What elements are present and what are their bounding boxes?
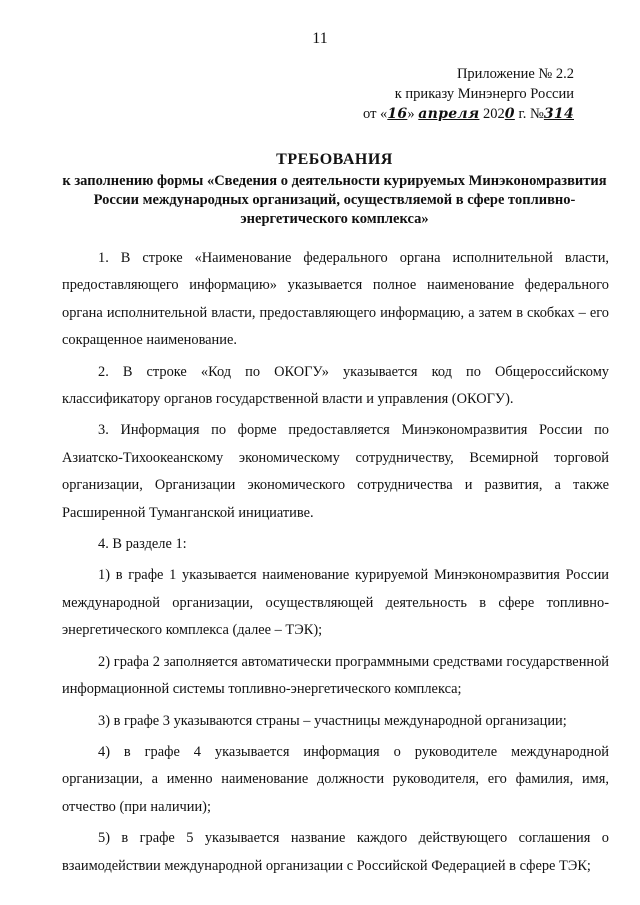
document-body: [62, 245, 609, 884]
order-number-label: г. №: [514, 106, 544, 122]
order-day: 16: [387, 106, 408, 122]
paragraph-4: 4. В разделе 1:: [98, 536, 187, 553]
order-date-sep: »: [407, 106, 419, 122]
paragraph-4-3: 3) в графе 3 указываются страны – участницы международной организации;: [98, 712, 567, 729]
appendix-line-3: [363, 104, 574, 124]
document-title: ТРЕБОВАНИЯ: [276, 151, 393, 168]
order-year-digit: 0: [504, 106, 515, 122]
order-number: 314: [543, 106, 574, 122]
paragraph-1: 1. В строке «Наименование федерального органа исполнительной власти, предоставляющего информацию» указывается полное наименование федерального органа исполнительной власти, предоставляющего информацию, а затем в скобках – его сокращенное наименование.: [62, 250, 609, 349]
title-block: [62, 150, 607, 229]
appendix-line-1: Приложение № 2.2: [456, 66, 574, 82]
paragraph-4-4: 4) в графе 4 указывается информация о руководителе международной организации, а именно наименование должности руководителя, его фамилия, имя, отчество (при наличии);: [62, 743, 609, 815]
paragraph-4-2: 2) графа 2 заполняется автоматически программными средствами государственной информационной системы топливно-энергетического комплекса;: [62, 653, 609, 698]
order-year-prefix: 202: [479, 106, 505, 122]
appendix-header: [363, 64, 574, 124]
paragraph-4-5: 5) в графе 5 указывается название каждого действующего соглашения о взаимодействии международной организации с Российской Федерацией в сфере ТЭК;: [62, 830, 609, 874]
paragraph-3: 3. Информация по форме предоставляется Минэкономразвития России по Азиатско-Тихоокеанскому экономическому сотрудничеству, Всемирной торговой организации, Организации экономического сотрудничества и развития, а также Расширенной Туманганской инициативе.: [62, 422, 609, 521]
order-date-prefix: от «: [363, 106, 388, 122]
paragraph-2: 2. В строке «Код по ОКОГУ» указывается код по Общероссийскому классификатору органов государственной власти и управления (ОКОГУ).: [62, 363, 609, 408]
page-number: 11: [312, 30, 328, 47]
appendix-line-2: к приказу Минэнерго России: [394, 86, 574, 102]
document-subtitle: к заполнению формы «Сведения о деятельности курируемых Минэкономразвития России международных организаций, осуществляемой в сфере топливно-энергетического комплекса»: [62, 173, 607, 227]
order-month: апреля: [418, 106, 480, 122]
paragraph-4-1: 1) в графе 1 указывается наименование курируемой Минэкономразвития России международной организации, осуществляющей деятельность в сфере топливно-энергетического комплекса (далее – ТЭК);: [62, 567, 609, 639]
